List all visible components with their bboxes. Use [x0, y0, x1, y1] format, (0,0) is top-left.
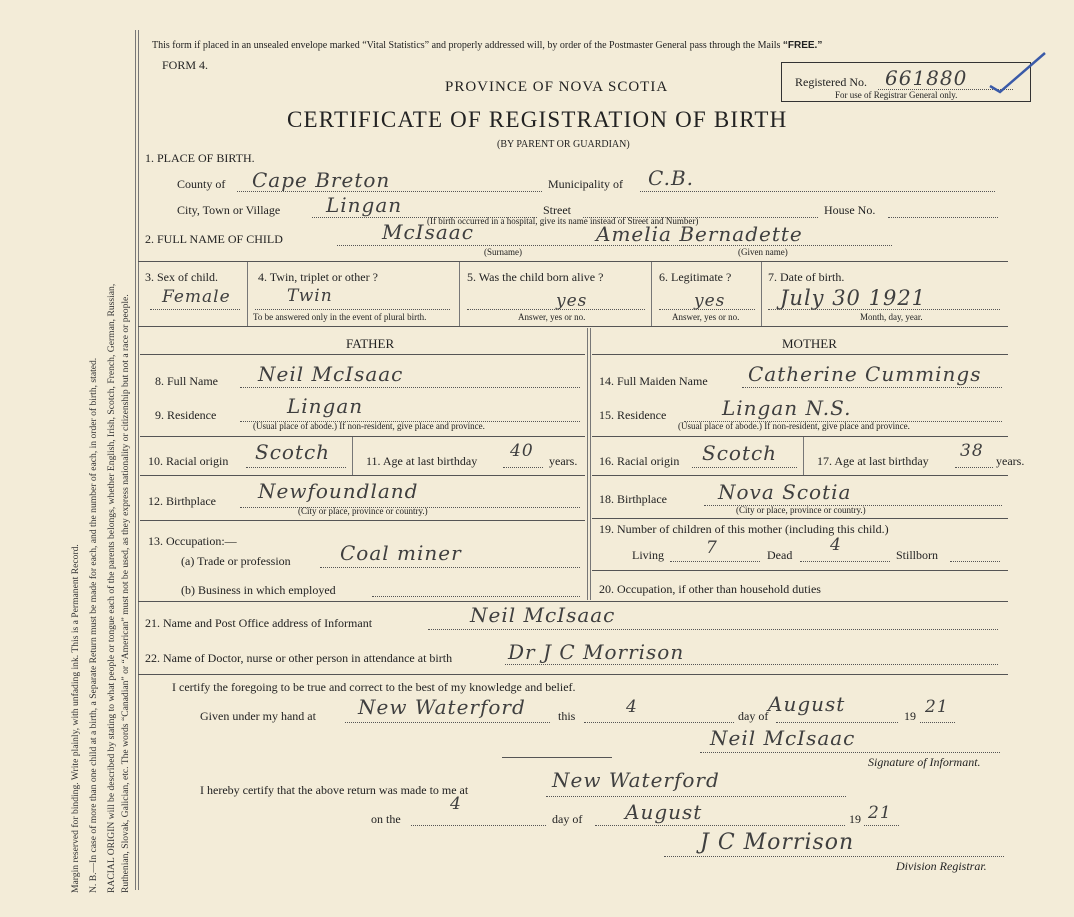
registrar-year-value: 21	[868, 803, 892, 823]
informant-signature: Neil McIsaac	[710, 726, 856, 750]
registrar-place-line	[546, 796, 846, 797]
registrar-month-value: August	[625, 800, 703, 824]
living-line	[670, 561, 760, 562]
given-month-value: August	[768, 692, 846, 716]
legit-label: 6. Legitimate ?	[659, 270, 732, 284]
registrar-signature: J C Morrison	[700, 830, 855, 855]
given-year-line	[920, 722, 955, 723]
sex-label: 3. Sex of child.	[145, 270, 218, 284]
mother-residence-label: 15. Residence	[599, 408, 667, 422]
county-value: Cape Breton	[252, 168, 391, 192]
registrar-month-line	[595, 825, 845, 826]
mother-racial-value: Scotch	[702, 441, 778, 465]
short-divider	[502, 757, 612, 758]
mother-row-rule-1	[592, 436, 1008, 437]
registrar-dayof-label: day of	[552, 812, 583, 826]
informant-signature-caption: Signature of Informant.	[868, 755, 981, 769]
mother-row-rule-2	[592, 475, 1008, 476]
left-border-inner	[138, 30, 139, 890]
registrar-year-line	[864, 825, 899, 826]
father-name-label: 8. Full Name	[155, 374, 218, 388]
doctor-line	[505, 664, 998, 665]
mother-age-line	[955, 467, 993, 468]
mother-racial-line	[692, 467, 797, 468]
given-place-line	[345, 722, 550, 723]
father-racial-label: 10. Racial origin	[148, 454, 229, 468]
place-heading: 1. PLACE OF BIRTH.	[145, 151, 255, 165]
informant-line	[428, 629, 998, 630]
given-month-line	[776, 722, 898, 723]
father-birthplace-value: Newfoundland	[258, 479, 419, 503]
margin-note-multiple-births: N. B.—In case of more than one child at a birth, a Separate Return must be made for each, and the number of each, in order of birth, stated.	[88, 357, 99, 893]
stillborn-label: Stillborn	[896, 548, 939, 562]
given-year-prefix: 19	[904, 709, 916, 723]
registrar-signature-line	[664, 856, 1004, 857]
mailing-notice: This form if placed in an unsealed envelope marked “Vital Statistics” and properly addressed will, by order of the Postmaster General pass through the Mails “FREE.”	[152, 40, 823, 51]
father-racial-divider	[352, 437, 353, 475]
col-divider-d	[761, 262, 762, 326]
divider-1	[138, 261, 1008, 262]
registrar-place-value: New Waterford	[552, 768, 720, 792]
parent-divider	[587, 328, 588, 600]
registrar-use-note: For use of Registrar General only.	[835, 90, 958, 100]
divider-3	[138, 601, 1008, 602]
mother-occupation-label: 20. Occupation, if other than household duties	[599, 582, 821, 596]
alive-note: Answer, yes or no.	[518, 312, 586, 322]
mother-name-value: Catherine Cummings	[748, 362, 982, 386]
margin-note-racial-origin: RACIAL ORIGIN will be described by stating to what people or tongue each of the parents belongs, whether English, Irish, Scotch, French, German, Russian,	[106, 283, 117, 893]
legit-value: yes	[694, 291, 726, 311]
father-heading: FATHER	[346, 336, 395, 351]
legit-note: Answer, yes or no.	[672, 312, 740, 322]
given-place-value: New Waterford	[358, 695, 526, 719]
dob-value: July 30 1921	[780, 286, 927, 310]
father-racial-line	[246, 467, 346, 468]
given-label: Given under my hand at	[200, 709, 316, 723]
twin-value: Twin	[287, 286, 333, 306]
col-divider-b	[459, 262, 460, 326]
given-year-value: 21	[925, 697, 949, 717]
mother-racial-divider	[803, 437, 804, 475]
informant-value: Neil McIsaac	[470, 603, 616, 627]
province-heading: PROVINCE OF NOVA SCOTIA	[445, 79, 669, 95]
city-value: Lingan	[326, 193, 403, 217]
divider-2	[138, 326, 1008, 327]
father-row-rule-3	[140, 520, 585, 521]
this-day-line	[584, 722, 734, 723]
father-age-unit: years.	[549, 454, 578, 468]
checkmark-icon	[985, 48, 1050, 98]
registered-label: Registered No.	[795, 75, 867, 89]
doctor-label: 22. Name of Doctor, nurse or other person in attendance at birth	[145, 651, 453, 665]
father-residence-note: (Usual place of abode.) If non-resident, give place and province.	[253, 421, 485, 431]
col-divider-c	[651, 262, 652, 326]
mother-children-label: 19. Number of children of this mother (including this child.)	[599, 522, 889, 536]
registrar-day-value: 4	[450, 794, 462, 814]
left-border	[135, 30, 136, 890]
this-label: this	[558, 709, 576, 723]
dob-note: Month, day, year.	[860, 312, 923, 322]
registrar-on-label: on the	[371, 812, 401, 826]
sex-value: Female	[162, 287, 231, 307]
given-day-value: 4	[626, 697, 638, 717]
father-age-value: 40	[510, 441, 534, 461]
dob-label: 7. Date of birth.	[768, 270, 845, 284]
child-surname-value: McIsaac	[382, 220, 474, 244]
mother-row-rule-4	[592, 570, 1008, 571]
alive-value: yes	[556, 291, 588, 311]
mother-heading-rule	[592, 354, 1008, 355]
alive-line	[467, 309, 645, 310]
divider-4	[138, 674, 1008, 675]
mother-name-line	[742, 387, 1002, 388]
registrar-signature-caption: Division Registrar.	[896, 859, 987, 873]
father-business-label: (b) Business in which employed	[181, 583, 336, 597]
page-subtitle: (BY PARENT OR GUARDIAN)	[497, 139, 630, 150]
father-age-label: 11. Age at last birthday	[366, 454, 478, 468]
mother-age-label: 17. Age at last birthday	[817, 454, 929, 468]
col-divider-a	[247, 262, 248, 326]
twin-note: To be answered only in the event of plural birth.	[253, 312, 427, 322]
mother-birthplace-value: Nova Scotia	[718, 480, 852, 504]
mother-row-rule-3	[592, 518, 1008, 519]
father-occupation-label: 13. Occupation:—	[148, 534, 237, 548]
mother-birthplace-label: 18. Birthplace	[599, 492, 667, 506]
mother-residence-note: (Usual place of abode.) If non-resident, give place and province.	[678, 421, 910, 431]
house-label: House No.	[824, 203, 876, 217]
child-given-value: Amelia Bernadette	[596, 222, 803, 246]
child-name-label: 2. FULL NAME OF CHILD	[145, 232, 283, 246]
margin-note-racial-origin-cont: Ruthenian, Slovak, Galician, etc. The words “Canadian” or “American” must not be used, as they express nationality or citizenship but not a race or people.	[120, 294, 131, 893]
father-trade-line	[320, 567, 580, 568]
given-caption: (Given name)	[738, 247, 788, 257]
registrar-year-prefix: 19	[849, 812, 861, 826]
registrar-day-line	[411, 825, 546, 826]
margin-note-binding: Margin reserved for binding. Write plainly, with unfading ink. This is a Permanent Record.	[70, 544, 81, 893]
municipality-line	[640, 191, 995, 192]
mother-birthplace-note: (City or place, province or country.)	[736, 505, 866, 515]
registrar-statement: I hereby certify that the above return was made to me at	[200, 783, 469, 797]
father-age-line	[503, 467, 543, 468]
registered-number: 661880	[885, 66, 968, 90]
twin-label: 4. Twin, triplet or other ?	[258, 270, 378, 284]
informant-label: 21. Name and Post Office address of Informant	[145, 616, 373, 630]
living-value: 7	[706, 538, 718, 558]
father-name-value: Neil McIsaac	[258, 362, 404, 386]
certify-statement: I certify the foregoing to be true and correct to the best of my knowledge and belief.	[172, 680, 576, 694]
father-trade-label: (a) Trade or profession	[181, 554, 291, 568]
twin-line	[255, 309, 450, 310]
father-trade-value: Coal miner	[340, 541, 462, 565]
father-residence-value: Lingan	[287, 394, 364, 418]
father-row-rule-2	[140, 475, 585, 476]
street-label: Street	[543, 203, 571, 217]
sex-line	[150, 309, 240, 310]
house-line	[888, 217, 998, 218]
informant-signature-line	[700, 752, 1000, 753]
father-name-line	[240, 387, 580, 388]
city-label: City, Town or Village	[177, 203, 281, 217]
doctor-value: Dr J C Morrison	[508, 640, 685, 664]
alive-label: 5. Was the child born alive ?	[467, 270, 604, 284]
municipality-value: C.B.	[648, 166, 695, 190]
mother-heading: MOTHER	[782, 336, 837, 351]
father-birthplace-label: 12. Birthplace	[148, 494, 216, 508]
dob-line	[768, 309, 1000, 310]
page-title: CERTIFICATE OF REGISTRATION OF BIRTH	[287, 107, 788, 132]
mother-age-unit: years.	[996, 454, 1025, 468]
form-number: FORM 4.	[162, 58, 209, 72]
dead-value: 4	[830, 535, 842, 555]
surname-caption: (Surname)	[484, 247, 522, 257]
father-racial-value: Scotch	[255, 440, 331, 464]
mother-racial-label: 16. Racial origin	[599, 454, 680, 468]
dead-label: Dead	[767, 548, 793, 562]
municipality-label: Municipality of	[548, 177, 623, 191]
father-birthplace-note: (City or place, province or country.)	[298, 506, 428, 516]
living-label: Living	[632, 548, 664, 562]
dead-line	[800, 561, 890, 562]
mother-name-label: 14. Full Maiden Name	[599, 374, 708, 388]
dayof-label: day of	[738, 709, 769, 723]
mother-residence-value: Lingan N.S.	[722, 396, 852, 420]
county-label: County of	[177, 177, 226, 191]
mother-age-value: 38	[960, 441, 984, 461]
father-row-rule-1	[140, 436, 585, 437]
father-business-line	[372, 596, 580, 597]
father-residence-label: 9. Residence	[155, 408, 217, 422]
hospital-note: (If birth occurred in a hospital, give its name instead of Street and Number)	[427, 216, 699, 226]
stillborn-line	[950, 561, 1000, 562]
legit-line	[659, 309, 755, 310]
father-heading-rule	[140, 354, 585, 355]
parent-divider-2	[590, 328, 591, 600]
